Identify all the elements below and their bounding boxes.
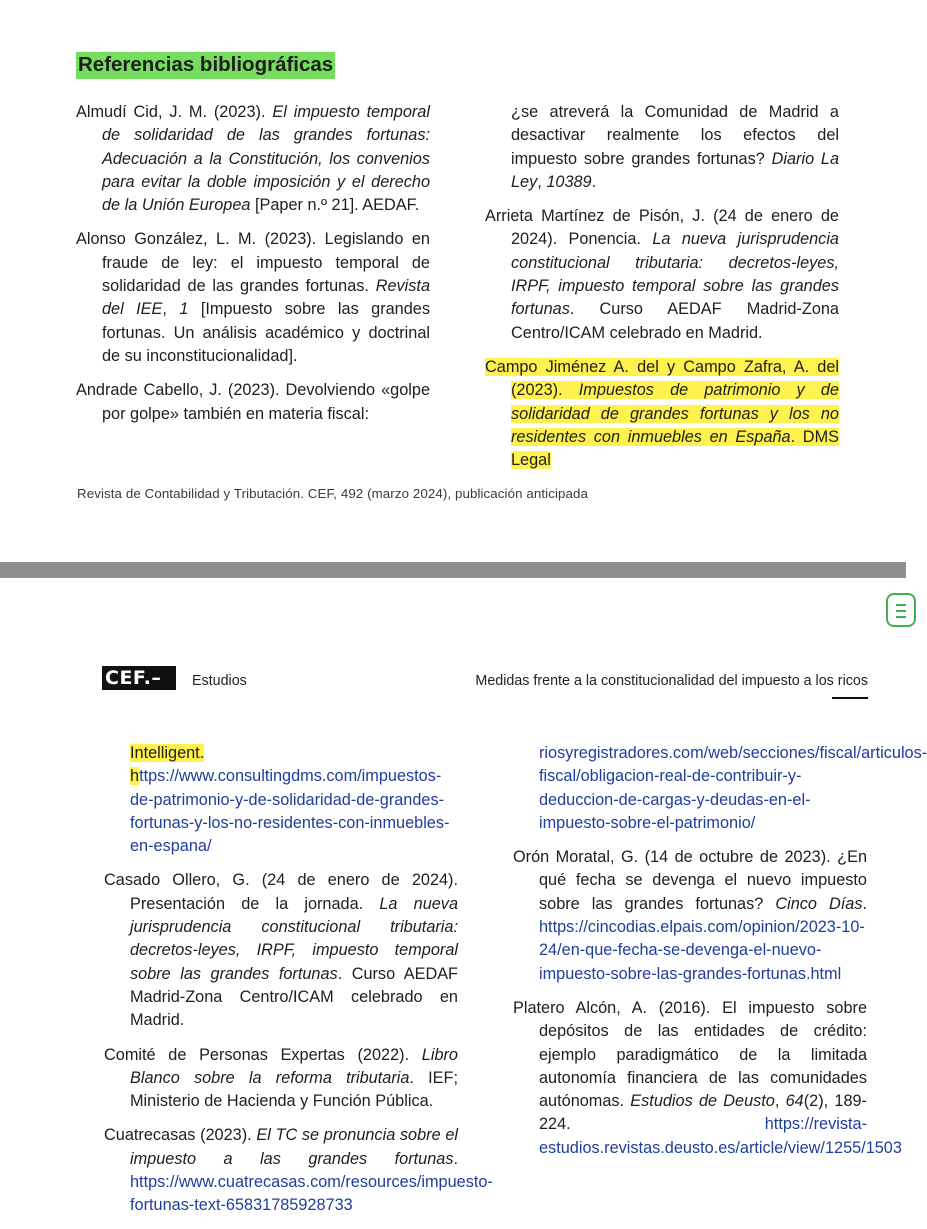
reference-item: Casado Ollero, G. (24 de enero de 2024). Presentación de la jornada. La nueva jurisprudencia constitucional tributaria: decretos-leyes, IRPF, impuesto temporal sobre las grandes fortunas. Curso AEDAF Madrid-Zona Centro/ICAM celebrado en Madrid. <box>104 871 459 1030</box>
reference-link[interactable]: https://revista-estudios.revistas.deusto.es/article/view/1255/1503 <box>539 1115 902 1157</box>
reference-item: Comité de Personas Expertas (2022). Libro Blanco sobre la reforma tributaria. IEF; Ministerio de Hacienda y Función Pública. <box>104 1045 458 1111</box>
reference-continuation: Intelligent. https://www.consultingdms.com/impuestos-de-patrimonio-y-de-solidaridad-de-grandes-fortunas-y-los-no-residentes-con-inmuebles-en-espana/ <box>130 744 450 856</box>
reference-item: Cuatrecasas (2023). El TC se pronuncia sobre el impuesto a las grandes fortunas. https://www.cuatrecasas.com/resources/impuesto-fortunas-text-65831785928733 <box>104 1126 493 1215</box>
page-gap <box>0 562 906 578</box>
section-heading: Referencias bibliográficas <box>76 52 335 79</box>
reference-continuation: ¿se atreverá la Comunidad de Madrid a desactivar realmente los efectos del impuesto sobre grandes fortunas? Diario La Ley, 10389. <box>511 103 839 191</box>
cef-logo: CEF.– <box>102 666 176 690</box>
reference-item: Andrade Cabello, J. (2023). Devolviendo «golpe por golpe» también en materia fiscal: <box>76 381 430 423</box>
reference-continuation <box>513 742 927 835</box>
references-column-right <box>513 742 927 1171</box>
running-title: Medidas frente a la constitucionalidad del impuesto a los ricos <box>475 673 868 689</box>
side-menu-icon[interactable] <box>886 593 916 627</box>
reference-item: Platero Alcón, A. (2016). El impuesto sobre depósitos de las entidades de crédito: ejemplo paradigmático de la limitada autonomía financiera de las comunidades autónomas. Estudios de Deusto, 64(2), 189-224. https://revista-estudios.revistas.deusto.es/article/view/1255/1503 <box>513 998 902 1157</box>
header-rule <box>832 697 868 699</box>
reference-item-highlighted: Campo Jiménez A. del y Campo Zafra, A. del (2023). Impuestos de patrimonio y de solidaridad de grandes fortunas y los no residentes con inmuebles en España. DMS Legal <box>485 357 839 470</box>
references-column-right <box>485 101 839 483</box>
references-column-left <box>76 101 430 437</box>
document-page-bottom <box>0 578 927 1215</box>
section-label: Estudios <box>192 673 247 689</box>
reference-item: Alonso González, L. M. (2023). Legislando en fraude de ley: el impuesto temporal de solidaridad de las grandes fortunas. Revista del IEE, 1 [Impuesto sobre las grandes fortunas. Un análisis académico y doctrinal de su inconstitucionalidad]. <box>76 230 430 365</box>
reference-item: Arrieta Martínez de Pisón, J. (24 de enero de 2024). Ponencia. La nueva jurisprudencia constitucional tributaria: decretos-leyes, IRPF, impuesto temporal sobre las grandes fortunas. Curso AEDAF Madrid-Zona Centro/ICAM celebrado en Madrid. <box>485 207 839 342</box>
reference-item: Orón Moratal, G. (14 de octubre de 2023). ¿En qué fecha se devenga el nuevo impuesto sobre las grandes fortunas? Cinco Días. https://cincodias.elpais.com/opinion/2023-10-24/en-que-fecha-se-devenga-el-nuevo-impuesto-sobre-las-grandes-fortunas.html <box>513 848 867 983</box>
reference-link[interactable]: https://www.cuatrecasas.com/resources/impuesto-fortunas-text-65831785928733 <box>130 1173 493 1215</box>
reference-link[interactable]: https://cincodias.elpais.com/opinion/2023-10-24/en-que-fecha-se-devenga-el-nuevo-impuesto-sobre-las-grandes-fortunas.html <box>539 918 865 983</box>
references-column-left <box>104 742 493 1229</box>
document-page-top <box>0 0 906 562</box>
reference-link[interactable]: ttps://www.consultingdms.com/impuestos-de-patrimonio-y-de-solidaridad-de-grandes-fortunas-y-los-no-residentes-con-inmuebles-en-espana/ <box>130 767 450 856</box>
page-footer: Revista de Contabilidad y Tributación. CEF, 492 (marzo 2024), publicación anticipada <box>77 486 589 501</box>
reference-link[interactable]: riosyregistradores.com/web/secciones/fiscal/articulos-fiscal/obligacion-real-de-contribuir-y-deduccion-de-cargas-y-deudas-en-el-impuesto-sobre-el-patrimonio/ <box>539 744 927 832</box>
reference-item: Almudí Cid, J. M. (2023). El impuesto temporal de solidaridad de las grandes fortunas: Adecuación a la Constitución, los convenios para evitar la doble imposición y el derecho de la Unión Europea [Paper n.º 21]. AEDAF. <box>76 103 430 215</box>
